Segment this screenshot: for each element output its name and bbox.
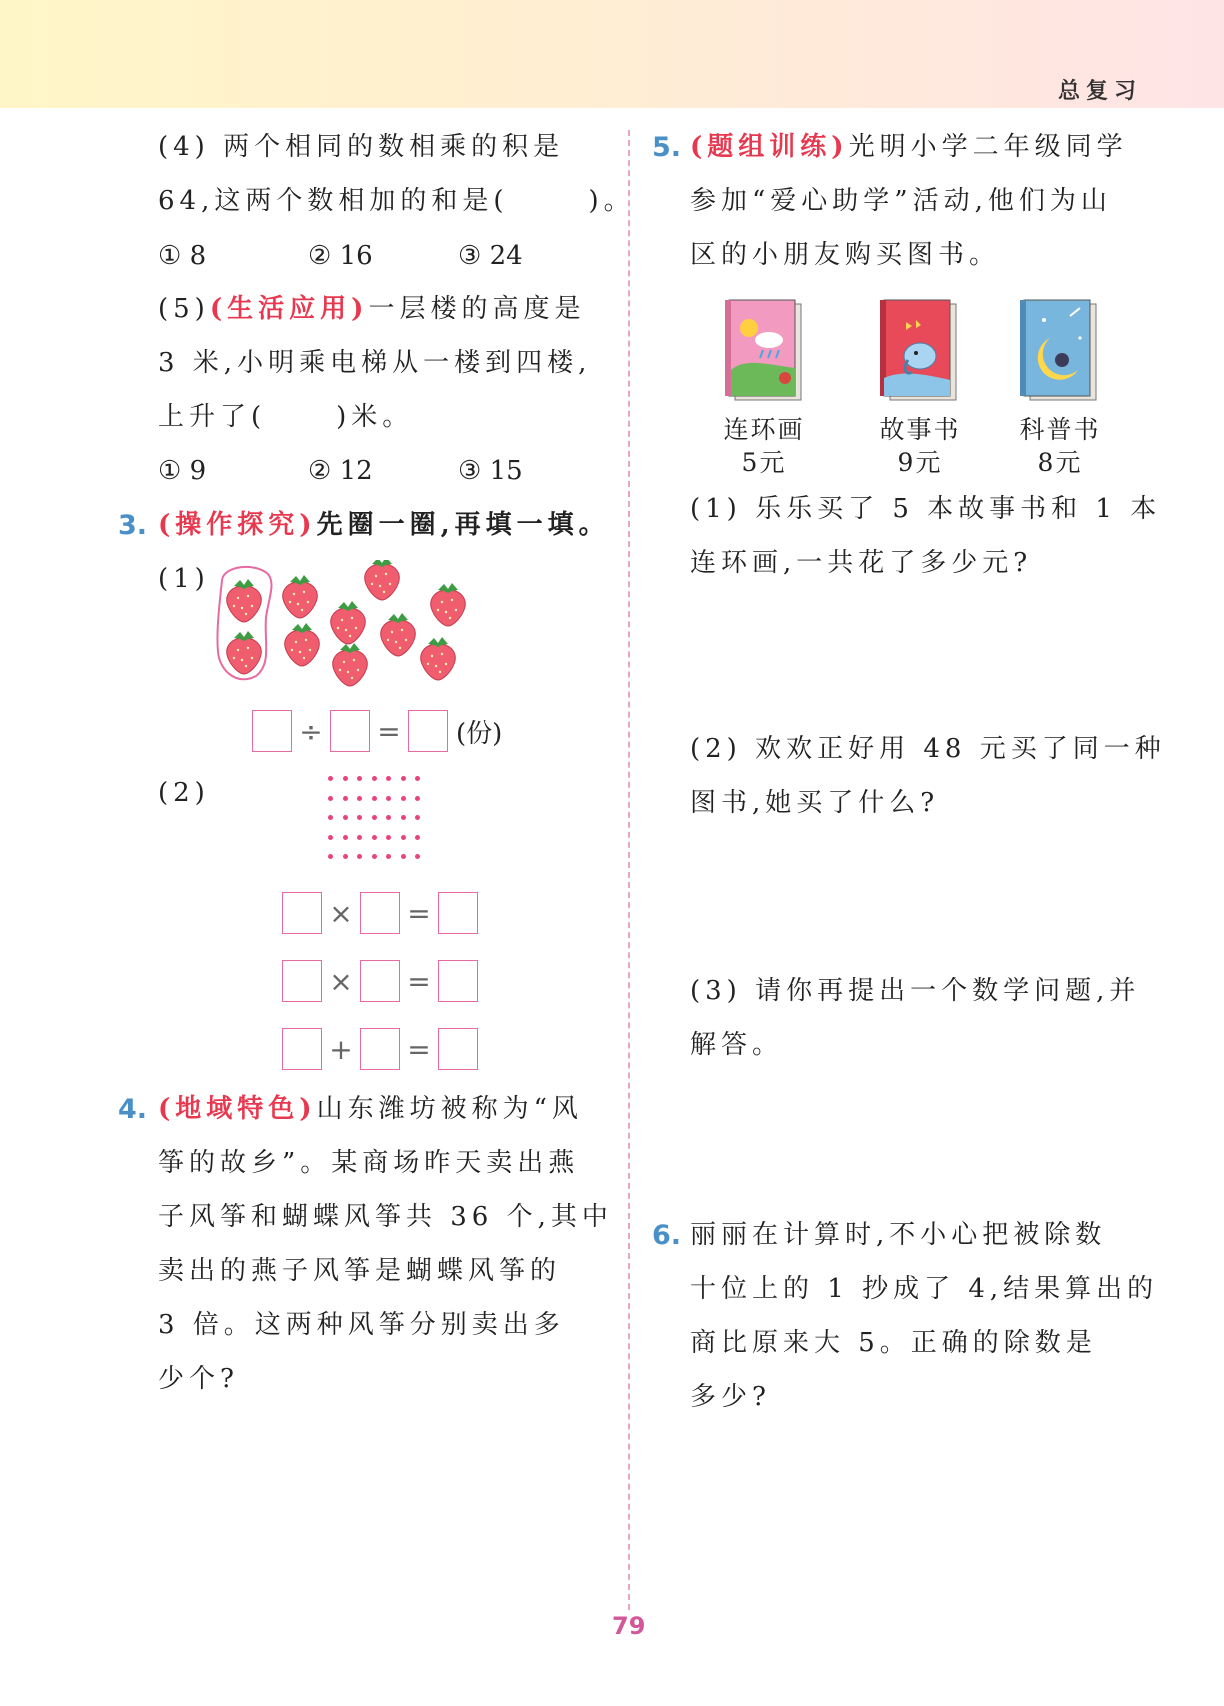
answer-box[interactable]	[282, 960, 322, 1002]
q5-sub1-line1: (1) 乐乐买了 5 本故事书和 1 本	[690, 494, 1162, 524]
q2-4-option-2[interactable]: ② 16	[308, 241, 373, 271]
q3-part1-label: (1)	[158, 564, 210, 594]
q6-line3: 商比原来大 5。正确的除数是	[690, 1328, 1097, 1358]
q4-line6: 少个?	[158, 1364, 239, 1394]
q5-sub2-line2: 图书,她买了什么?	[690, 788, 940, 818]
q4-tag: (地域特色)	[158, 1094, 317, 1124]
divide-sign: ÷	[299, 714, 323, 748]
q4-number: 4.	[118, 1094, 148, 1125]
q5-sub2-line1: (2) 欢欢正好用 48 元买了同一种	[690, 734, 1166, 764]
moon-cover-icon	[1020, 298, 1100, 402]
equals-sign: =	[407, 1032, 431, 1066]
unit-label: (份)	[456, 718, 503, 749]
q5-sub3-line1: (3) 请你再提出一个数学问题,并	[690, 976, 1141, 1006]
q4-line1: (地域特色)山东潍坊被称为“风	[158, 1094, 583, 1124]
q3-tag: (操作探究)	[158, 510, 317, 540]
q5-sub1-line2: 连环画,一共花了多少元?	[690, 548, 1033, 578]
q3-prompt: (操作探究)先圈一圈,再填一填。	[158, 510, 610, 540]
q6-line2: 十位上的 1 抄成了 4,结果算出的	[690, 1274, 1159, 1304]
q2-5-line3: 上升了( )米。	[158, 402, 414, 432]
q2-4-option-1[interactable]: ① 8	[158, 241, 207, 271]
times-sign: ×	[329, 896, 353, 930]
answer-box[interactable]	[282, 1028, 322, 1070]
answer-box[interactable]	[360, 960, 400, 1002]
strawberry	[283, 575, 317, 618]
strawberry-group	[210, 560, 480, 692]
q4-line2: 筝的故乡”。某商场昨天卖出燕	[158, 1148, 580, 1178]
q4-line4: 卖出的燕子风筝是蝴蝶风筝的	[158, 1256, 562, 1286]
q3-equation-3	[282, 1028, 478, 1070]
q5-line2: 参加“爱心助学”活动,他们为山	[690, 186, 1112, 216]
q2-5-line1: (5)(生活应用)一层楼的高度是	[158, 294, 586, 324]
strawberry	[227, 579, 261, 622]
equals-sign: =	[407, 964, 431, 998]
answer-box[interactable]	[438, 960, 478, 1002]
strawberry	[431, 583, 465, 626]
q2-5-option-3[interactable]: ③ 15	[458, 456, 523, 486]
q2-5-option-2[interactable]: ② 12	[308, 456, 373, 486]
q5-line1: (题组训练)光明小学二年级同学	[690, 132, 1128, 162]
q4-line3: 子风筝和蝴蝶风筝共 36 个,其中	[158, 1202, 613, 1232]
q3-part2-label: (2)	[158, 778, 210, 808]
q5-tag: (题组训练)	[690, 132, 849, 162]
q5-line3: 区的小朋友购买图书。	[690, 240, 1001, 270]
book-1-label: 连环画 5元	[723, 415, 805, 477]
q2-4-line2: 64,这两个数相加的和是( )。	[158, 186, 635, 216]
answer-box[interactable]	[408, 710, 448, 752]
section-title: 总复习	[1057, 79, 1142, 104]
answer-box[interactable]	[252, 710, 292, 752]
q2-5-line2: 3 米,小明乘电梯从一楼到四楼,	[158, 348, 592, 378]
q2-4-option-3[interactable]: ③ 24	[458, 241, 523, 271]
strawberry	[333, 643, 367, 686]
q6-line1: 丽丽在计算时,不小心把被除数	[690, 1220, 1107, 1250]
book-2-label: 故事书 9元	[879, 415, 961, 477]
book-3-label: 科普书 8元	[1019, 415, 1101, 477]
answer-box[interactable]	[282, 892, 322, 934]
column-divider	[628, 130, 630, 1610]
q3-equation-1	[282, 892, 478, 934]
q4-line5: 3 倍。这两种风筝分别卖出多	[158, 1310, 565, 1340]
dot-array	[328, 776, 430, 874]
q3-division-equation	[252, 710, 502, 752]
elephant-cover-icon	[880, 298, 960, 402]
plus-sign: +	[329, 1032, 353, 1066]
answer-box[interactable]	[360, 1028, 400, 1070]
q5-sub3-line2: 解答。	[690, 1030, 784, 1060]
times-sign: ×	[329, 964, 353, 998]
strawberry	[365, 560, 399, 600]
sun-rain-cover-icon	[725, 298, 805, 402]
equals-sign: =	[407, 896, 431, 930]
answer-box[interactable]	[360, 892, 400, 934]
top-band	[0, 0, 1224, 108]
q3-number: 3.	[118, 510, 148, 541]
q2-5-option-1[interactable]: ① 9	[158, 456, 207, 486]
q3-equation-2	[282, 960, 478, 1002]
q6-line4: 多少?	[690, 1382, 771, 1412]
q2-5-tag: (生活应用)	[209, 294, 369, 324]
equals-sign: =	[377, 714, 401, 748]
page-number: 79	[612, 1612, 646, 1640]
q2-4-line1: (4) 两个相同的数相乘的积是	[158, 132, 565, 162]
answer-box[interactable]	[438, 1028, 478, 1070]
strawberry	[421, 637, 455, 680]
q5-number: 5.	[652, 132, 682, 163]
answer-box[interactable]	[438, 892, 478, 934]
answer-box[interactable]	[330, 710, 370, 752]
strawberry	[331, 601, 365, 644]
strawberry	[227, 631, 261, 674]
q6-number: 6.	[652, 1220, 682, 1251]
strawberry	[285, 623, 319, 666]
strawberry	[381, 613, 415, 656]
